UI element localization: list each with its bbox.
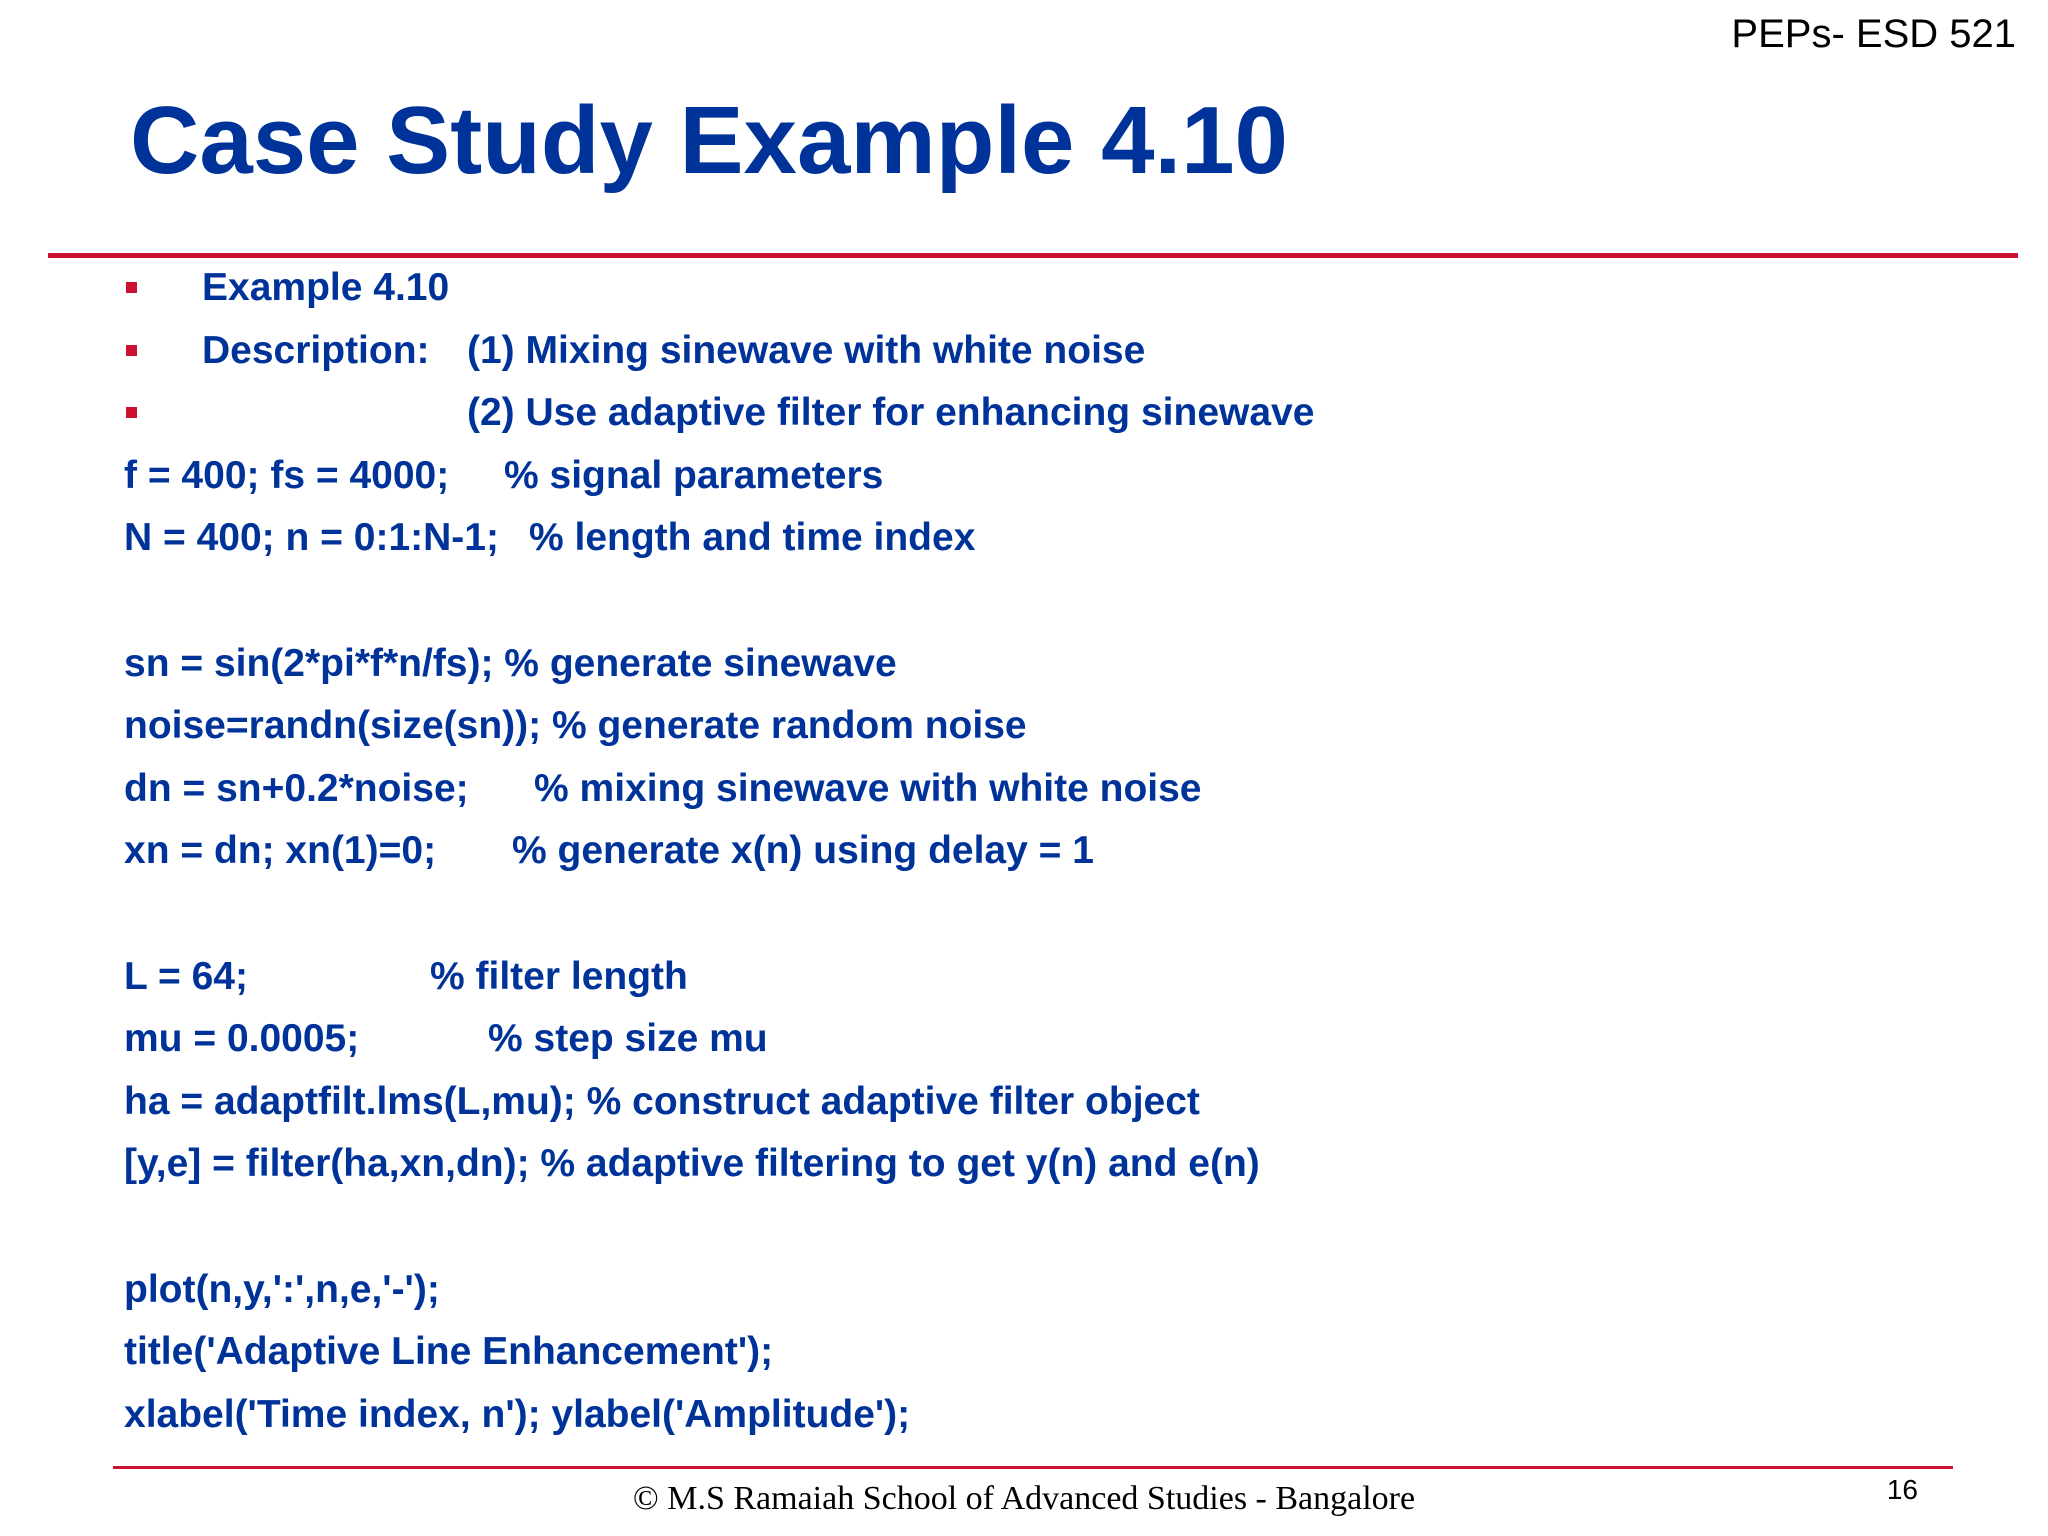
code-line bbox=[124, 633, 2004, 696]
code-statement: dn = sn+0.2*noise; bbox=[124, 766, 469, 810]
page-title: Case Study Example 4.10 bbox=[130, 87, 1288, 194]
code-text: plot(n,y,':',n,e,'-'); bbox=[124, 1267, 440, 1311]
code-text: noise=randn(size(sn)); % generate random noise bbox=[124, 704, 1027, 748]
blank-line bbox=[124, 1196, 2004, 1259]
code-line bbox=[124, 1259, 2004, 1322]
slide-body bbox=[124, 257, 2004, 1446]
code-statement: mu = 0.0005; bbox=[124, 1017, 360, 1061]
bullet-item bbox=[124, 382, 2004, 445]
code-statement: L = 64; bbox=[124, 954, 248, 998]
code-line bbox=[124, 820, 2004, 883]
course-code: PEPs- ESD 521 bbox=[1731, 12, 2016, 56]
copyright-footer: © M.S Ramaiah School of Advanced Studies - Bangalore bbox=[632, 1480, 1416, 1517]
bullet-label: Example 4.10 bbox=[202, 266, 450, 309]
code-line bbox=[124, 1384, 2004, 1447]
code-comment: % step size mu bbox=[488, 1017, 768, 1061]
code-comment: % signal parameters bbox=[504, 453, 884, 497]
code-text: sn = sin(2*pi*f*n/fs); % generate sinewave bbox=[124, 641, 897, 685]
code-comment: % length and time index bbox=[529, 516, 976, 560]
blank-line bbox=[124, 883, 2004, 946]
code-comment: % filter length bbox=[430, 954, 688, 998]
code-line bbox=[124, 1008, 2004, 1071]
code-text: ha = adaptfilt.lms(L,mu); % construct adaptive filter object bbox=[124, 1079, 1200, 1123]
code-statement: N = 400; n = 0:1:N-1; bbox=[124, 516, 499, 560]
bullet-item bbox=[124, 320, 2004, 383]
code-line bbox=[124, 1071, 2004, 1134]
code-text: xlabel('Time index, n'); ylabel('Amplitude'); bbox=[124, 1392, 911, 1436]
square-bullet-icon bbox=[126, 282, 137, 293]
square-bullet-icon bbox=[126, 407, 137, 418]
code-line bbox=[124, 758, 2004, 821]
bullet-text: (1) Mixing sinewave with white noise bbox=[467, 328, 1146, 372]
footer-divider bbox=[113, 1466, 1953, 1469]
code-line bbox=[124, 445, 2004, 508]
code-line bbox=[124, 946, 2004, 1009]
code-statement: xn = dn; xn(1)=0; bbox=[124, 829, 437, 873]
page-number: 16 bbox=[1886, 1474, 1918, 1505]
code-statement: f = 400; fs = 4000; bbox=[124, 453, 450, 497]
code-line bbox=[124, 1133, 2004, 1196]
bullet-label: Description: bbox=[202, 328, 430, 372]
code-line bbox=[124, 695, 2004, 758]
code-comment: % mixing sinewave with white noise bbox=[534, 766, 1202, 810]
square-bullet-icon bbox=[126, 345, 137, 356]
code-line bbox=[124, 1321, 2004, 1384]
code-text: [y,e] = filter(ha,xn,dn); % adaptive filtering to get y(n) and e(n) bbox=[124, 1142, 1260, 1186]
bullet-text: (2) Use adaptive filter for enhancing sinewave bbox=[467, 391, 1315, 435]
code-line bbox=[124, 507, 2004, 570]
bullet-item bbox=[124, 257, 2004, 320]
blank-line bbox=[124, 570, 2004, 633]
code-text: title('Adaptive Line Enhancement'); bbox=[124, 1330, 774, 1374]
code-comment: % generate x(n) using delay = 1 bbox=[512, 829, 1094, 873]
